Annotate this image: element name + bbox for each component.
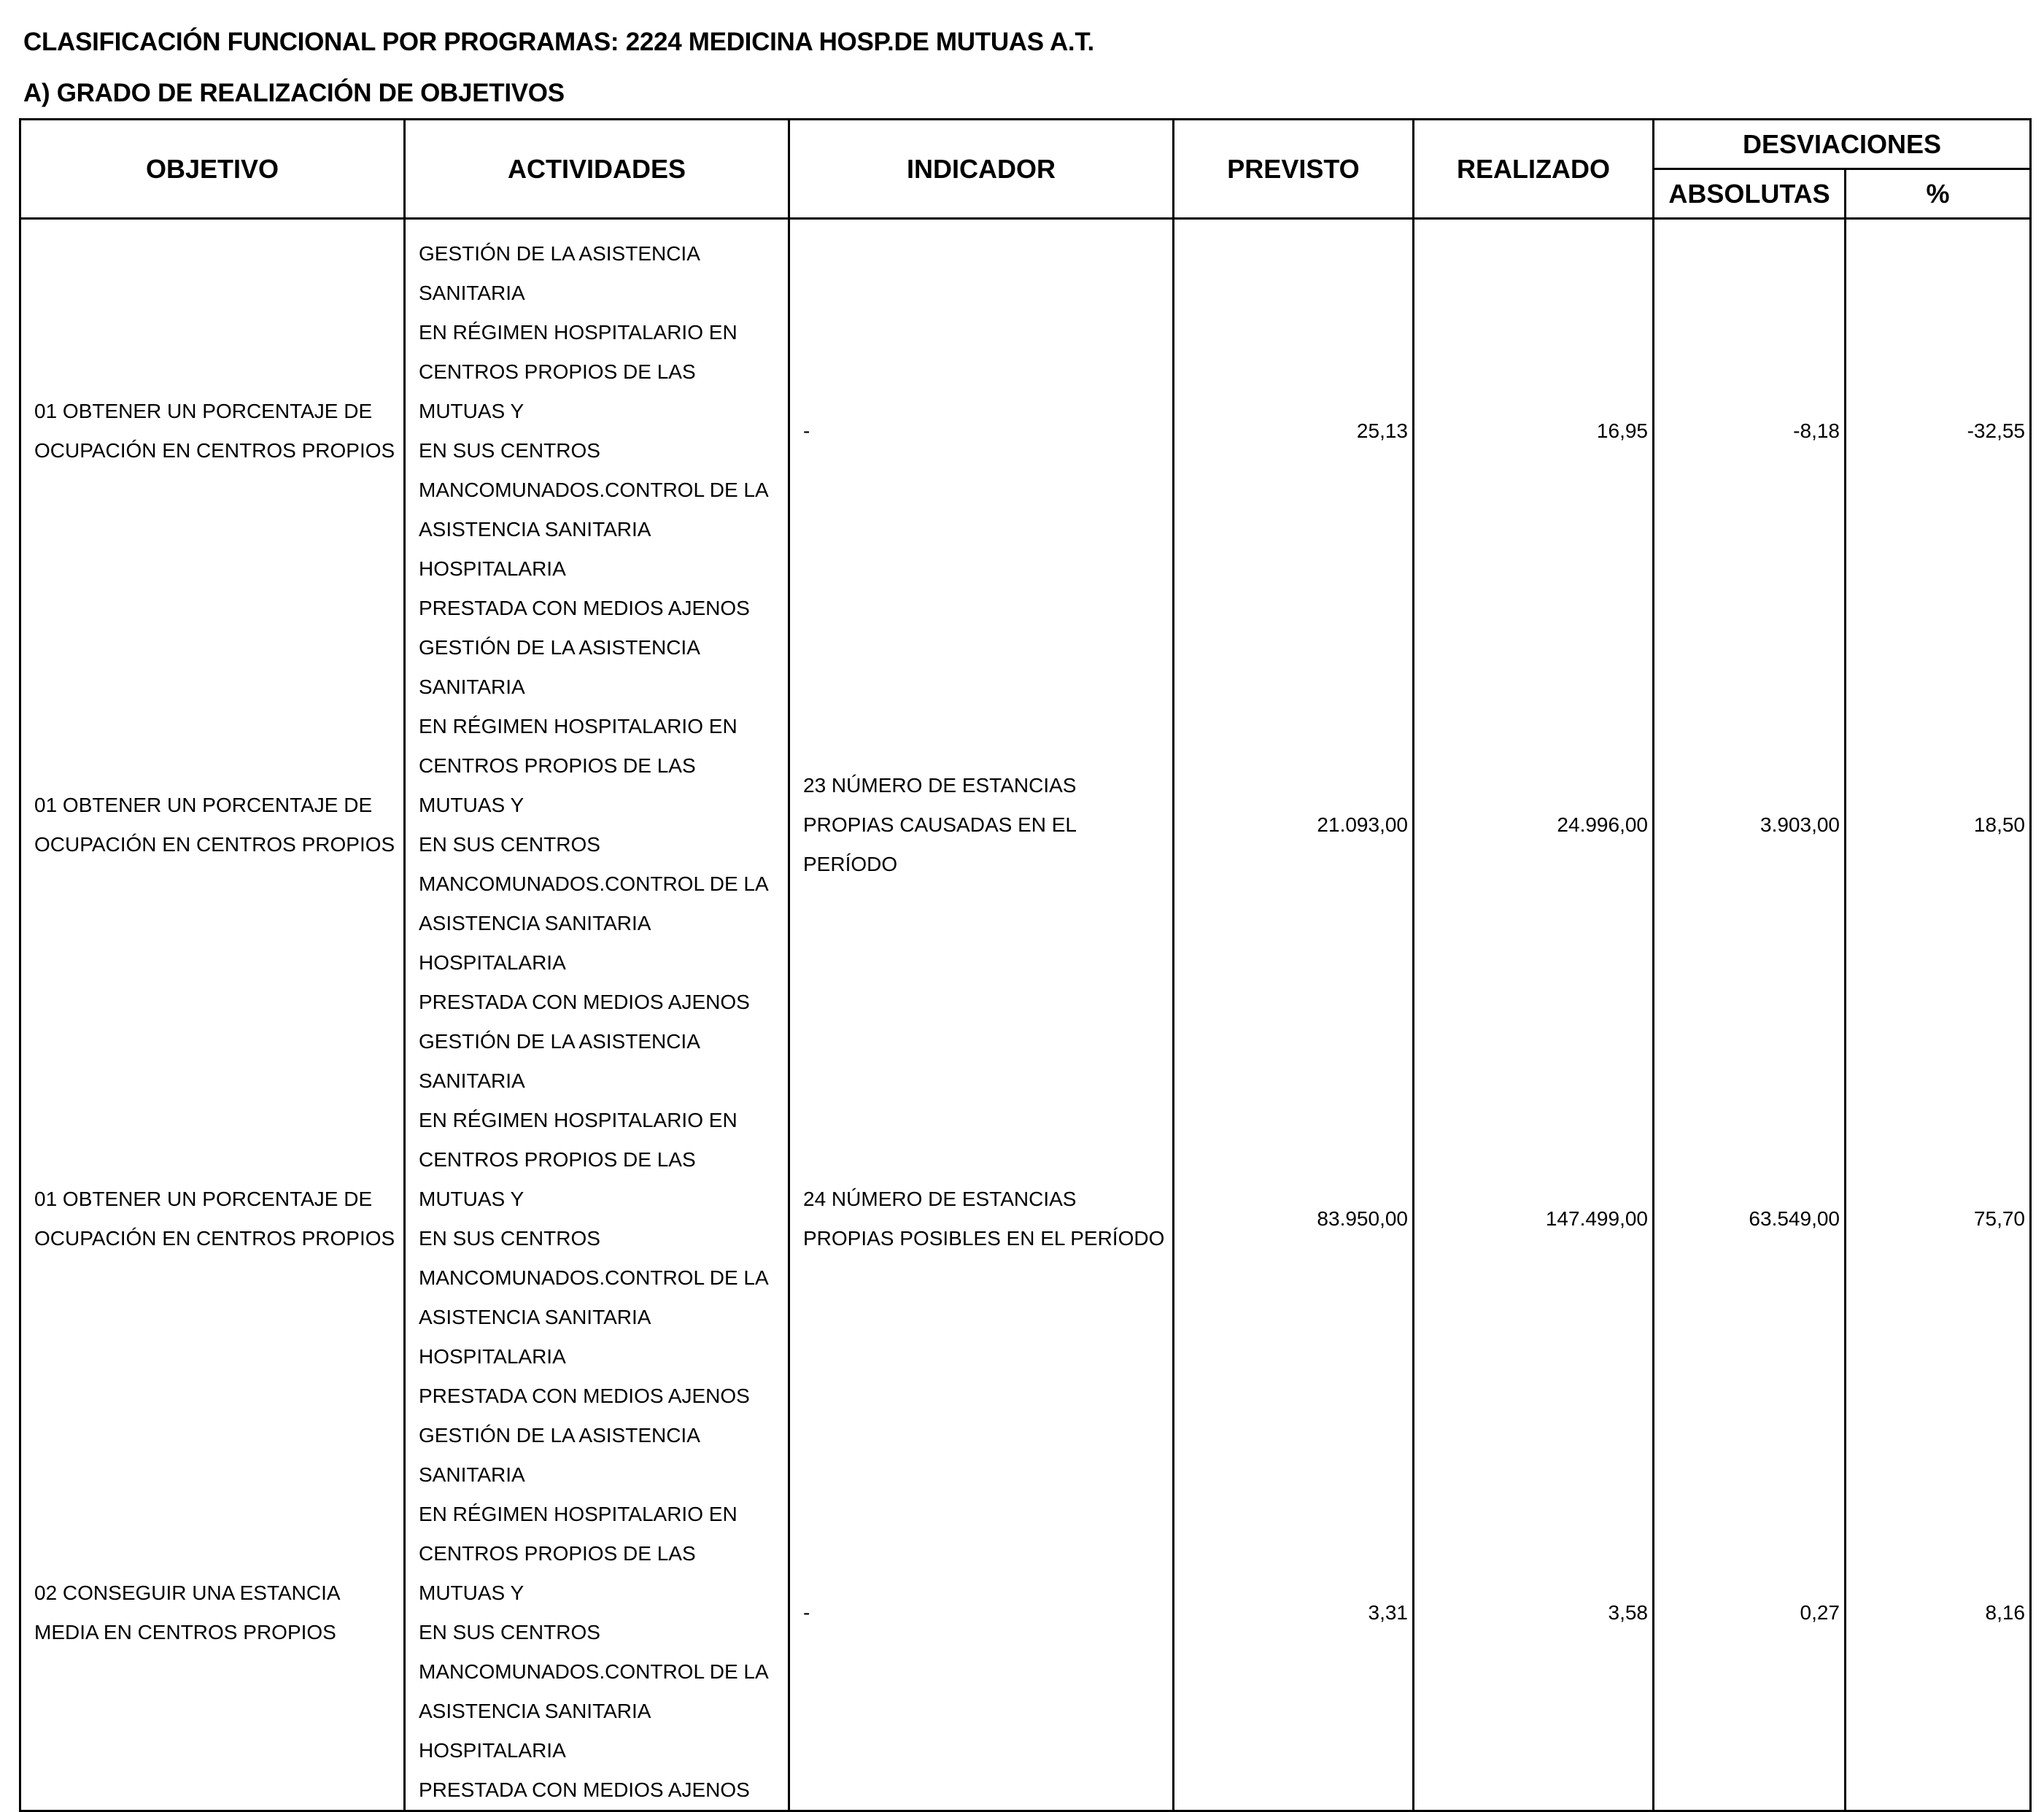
cell-realizado: 147.499,00 [1414,1022,1654,1416]
cell-objetivo: 01 OBTENER UN PORCENTAJE DE OCUPACIÓN EN CENTROS PROPIOS [20,1022,405,1416]
column-header-indicador: INDICADOR [789,120,1174,219]
cell-actividad: GESTIÓN DE LA ASISTENCIA SANITARIA EN RÉGIMEN HOSPITALARIO EN CENTROS PROPIOS DE LAS MUTUAS Y EN SUS CENTROS MANCOMUNADOS.CONTROL DE LA ASISTENCIA SANITARIA HOSPITALARIA PRESTADA CON MEDIOS AJENOS [405,628,789,1022]
table-header [20,120,2031,219]
table-body [20,219,2031,1811]
cell-actividad: GESTIÓN DE LA ASISTENCIA SANITARIA EN RÉGIMEN HOSPITALARIO EN CENTROS PROPIOS DE LAS MUTUAS Y EN SUS CENTROS MANCOMUNADOS.CONTROL DE LA ASISTENCIA SANITARIA HOSPITALARIA PRESTADA CON MEDIOS AJENOS [405,1022,789,1416]
cell-porcentaje: 18,50 [1846,628,2031,1022]
column-header-realizado: REALIZADO [1414,120,1654,219]
cell-absolutas: 3.903,00 [1654,628,1846,1022]
cell-realizado: 3,58 [1414,1416,1654,1811]
cell-porcentaje: 8,16 [1846,1416,2031,1811]
cell-previsto: 21.093,00 [1174,628,1414,1022]
table-row [20,1416,2031,1811]
cell-objetivo: 01 OBTENER UN PORCENTAJE DE OCUPACIÓN EN CENTROS PROPIOS [20,628,405,1022]
column-header-absolutas: ABSOLUTAS [1654,169,1846,219]
cell-porcentaje: -32,55 [1846,219,2031,629]
cell-indicador: 23 NÚMERO DE ESTANCIAS PROPIAS CAUSADAS EN EL PERÍODO [789,628,1174,1022]
cell-indicador: 24 NÚMERO DE ESTANCIAS PROPIAS POSIBLES EN EL PERÍODO [789,1022,1174,1416]
cell-absolutas: 0,27 [1654,1416,1846,1811]
section-subtitle: A) GRADO DE REALIZACIÓN DE OBJETIVOS [23,79,565,107]
column-header-previsto: PREVISTO [1174,120,1414,219]
column-header-actividades: ACTIVIDADES [405,120,789,219]
column-header-desviaciones: DESVIACIONES [1654,120,2031,169]
cell-actividad: GESTIÓN DE LA ASISTENCIA SANITARIA EN RÉGIMEN HOSPITALARIO EN CENTROS PROPIOS DE LAS MUTUAS Y EN SUS CENTROS MANCOMUNADOS.CONTROL DE LA ASISTENCIA SANITARIA HOSPITALARIA PRESTADA CON MEDIOS AJENOS [405,1416,789,1811]
column-header-porcentaje: % [1846,169,2031,219]
cell-absolutas: 63.549,00 [1654,1022,1846,1416]
cell-previsto: 25,13 [1174,219,1414,629]
cell-objetivo: 02 CONSEGUIR UNA ESTANCIA MEDIA EN CENTROS PROPIOS [20,1416,405,1811]
cell-realizado: 24.996,00 [1414,628,1654,1022]
table-row [20,219,2031,629]
page-title: CLASIFICACIÓN FUNCIONAL POR PROGRAMAS: 2224 MEDICINA HOSP.DE MUTUAS A.T. [23,28,1094,56]
objectives-table [19,118,2032,1812]
cell-absolutas: -8,18 [1654,219,1846,629]
cell-previsto: 3,31 [1174,1416,1414,1811]
cell-previsto: 83.950,00 [1174,1022,1414,1416]
cell-indicador: - [789,219,1174,629]
column-header-objetivo: OBJETIVO [20,120,405,219]
table-row [20,1022,2031,1416]
cell-objetivo: 01 OBTENER UN PORCENTAJE DE OCUPACIÓN EN CENTROS PROPIOS [20,219,405,629]
table-row [20,628,2031,1022]
cell-realizado: 16,95 [1414,219,1654,629]
cell-indicador: - [789,1416,1174,1811]
cell-actividad: GESTIÓN DE LA ASISTENCIA SANITARIA EN RÉGIMEN HOSPITALARIO EN CENTROS PROPIOS DE LAS MUTUAS Y EN SUS CENTROS MANCOMUNADOS.CONTROL DE LA ASISTENCIA SANITARIA HOSPITALARIA PRESTADA CON MEDIOS AJENOS [405,219,789,629]
cell-porcentaje: 75,70 [1846,1022,2031,1416]
